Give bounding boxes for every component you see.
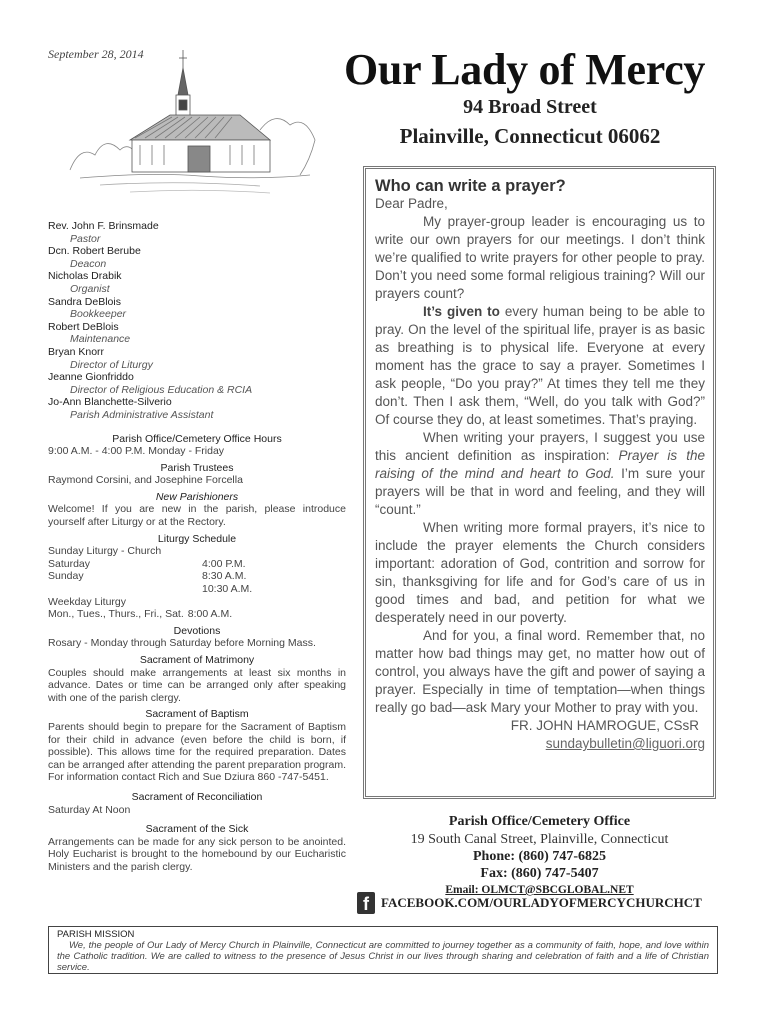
prayer-paragraph-text: I’m sure your prayers will be that in word and feeling, and they will “count.” — [375, 466, 705, 517]
prayer-bold-lead: It’s given to — [423, 304, 500, 319]
mission-text: We, the people of Our Lady of Mercy Church in Plainville, Connecticut are committed to journey together as a community of faith, hope, and love within the Catholic tradition. We are called to witness to the presence of Jesus Christ in our lives through sharing and celebration of faith and a life of Christian service. — [57, 940, 709, 973]
staff-role: Bookkeeper — [70, 308, 127, 321]
sunday-row-2 — [48, 583, 346, 596]
trustees-text: Raymond Corsini, and Josephine Forcella — [48, 474, 243, 487]
devotions-text: Rosary - Monday through Saturday before Morning Mass. — [48, 637, 316, 650]
weekday-time: 8:00 A.M. — [187, 608, 233, 621]
staff-name: Bryan Knorr — [48, 345, 105, 358]
trustees-heading: Parish Trustees — [160, 461, 234, 474]
office-hours-text: 9:00 A.M. - 4:00 P.M. Monday - Friday — [48, 445, 225, 458]
prayer-definition: Prayer is the raising of the mind and heart to God. — [375, 448, 705, 481]
parish-office-block — [363, 814, 716, 896]
mission-title: PARISH MISSION — [57, 929, 135, 940]
office-address: 19 South Canal Street, Plainville, Connecticut — [410, 832, 669, 847]
office-title: Parish Office/Cemetery Office — [448, 814, 631, 829]
prayer-paragraph: When writing more formal prayers, it’s nice to include the prayer elements the Church considers important: adoration of God, contrition and sorrow for sin, thanksgiving for life and for God’s care of us in good times and bad, and petition for what we desperately need in our poverty. — [375, 520, 705, 625]
staff-role: Director of Religious Education & RCIA — [70, 383, 253, 396]
staff-list — [48, 220, 346, 422]
facebook-link[interactable] — [357, 892, 722, 914]
parish-info-column — [48, 220, 346, 874]
prayer-paragraph-text: When writing your prayers, I suggest you use this ancient definition as inspiration: — [375, 430, 705, 463]
sick-heading: Sacrament of the Sick — [145, 823, 249, 836]
staff-name: Sandra DeBlois — [48, 295, 121, 308]
staff-role: Deacon — [70, 257, 107, 270]
parish-city: Plainville, Connecticut 06062 — [399, 124, 661, 148]
office-hours-heading: Parish Office/Cemetery Office Hours — [112, 432, 282, 445]
prayer-paragraph: My prayer-group leader is encouraging us to write our own prayers for our meetings. I don’t think we’re qualified to write prayers for other people to pray. Don’t you need some formal religious training? Will our prayers count? — [375, 214, 705, 301]
facebook-icon: f — [357, 892, 375, 914]
devotions-heading: Devotions — [173, 624, 221, 637]
prayer-email-link[interactable]: sundaybulletin@liguori.org — [545, 736, 705, 751]
sunday-liturgy-label: Sunday Liturgy - Church — [48, 545, 162, 558]
staff-name: Jo-Ann Blanchette-Silverio — [48, 396, 172, 409]
sunday-time-2: 10:30 A.M. — [202, 583, 253, 596]
weekday-row — [48, 608, 346, 621]
office-phone: Phone: (860) 747-6825 — [473, 849, 606, 864]
sick-text: Arrangements can be made for any sick person to be anointed. Holy Eucharist is brought to the homebound by our Eucharistic Ministers and the parish clergy. — [48, 835, 346, 873]
prayer-paragraph — [375, 429, 705, 519]
prayer-paragraph — [375, 303, 705, 429]
baptism-heading: Sacrament of Baptism — [145, 708, 249, 721]
parish-mission-box — [48, 926, 718, 974]
office-fax: Fax: (860) 747-5407 — [480, 866, 599, 881]
saturday-time: 4:00 P.M. — [202, 557, 246, 570]
staff-role: Organist — [70, 282, 110, 295]
staff-name: Nicholas Drabik — [48, 270, 122, 283]
facebook-url[interactable]: FACEBOOK.COM/OURLADYOFMERCYCHURCHCT — [381, 895, 702, 910]
staff-role: Parish Administrative Assistant — [70, 408, 214, 421]
prayer-signature: FR. JOHN HAMROGUE, CSsR — [510, 718, 699, 733]
reconciliation-text: Saturday At Noon — [48, 803, 131, 816]
office-email-link[interactable]: Email: OLMCT@SBCGLOBAL.NET — [445, 884, 634, 896]
parish-street: 94 Broad Street — [463, 96, 597, 118]
staff-name: Rev. John F. Brinsmade — [48, 220, 159, 232]
new-parishioners-text: Welcome! If you are new in the parish, please introduce yourself after Liturgy or at the Rectory. — [48, 503, 346, 529]
staff-role: Maintenance — [70, 333, 131, 346]
new-parishioners-heading: New Parishioners — [155, 490, 239, 503]
staff-role: Director of Liturgy — [70, 358, 153, 371]
bulletin-date: September 28, 2014 — [48, 47, 144, 61]
prayer-title: Who can write a prayer? — [375, 177, 566, 195]
matrimony-text: Couples should make arrangements at least six months in advance. Dates or time can be arranged only after speaking with one of the parish clergy. — [48, 666, 346, 704]
church-illustration — [60, 50, 320, 200]
prayer-column-box — [363, 166, 716, 799]
reconciliation-heading: Sacrament of Reconciliation — [131, 790, 263, 803]
staff-name: Jeanne Gionfriddo — [48, 371, 134, 384]
weekday-liturgy-label: Weekday Liturgy — [48, 595, 127, 608]
saturday-label: Saturday — [48, 557, 91, 570]
weekday-days: Mon., Tues., Thurs., Fri., Sat. — [48, 608, 184, 621]
sunday-time-1: 8:30 A.M. — [202, 570, 247, 583]
baptism-text: Parents should begin to prepare for the Sacrament of Baptism for their child in advance (even before the child is born, if possible). This allows time for the required preparation. Dates can be arranged after attending the parent preparation program. For information contact Rich and Sue Dziura 860 -747-5451. — [48, 720, 346, 784]
liturgy-heading: Liturgy Schedule — [157, 532, 237, 545]
saturday-row — [48, 558, 346, 571]
matrimony-heading: Sacrament of Matrimony — [139, 654, 255, 666]
prayer-paragraph-text: every human being to be able to pray. On the level of the spiritual life, prayer is as basic as breathing is to physical life. Everyone at every moment has the grace to say a prayer. Sometimes I ask people, “Do you pray?” At times they tell me they don’t. Then I ask them, “Well, do you talk with God?” Of course they do, at least sometimes. That’s praying. — [375, 304, 705, 427]
prayer-greeting: Dear Padre, — [375, 196, 448, 211]
sunday-row — [48, 570, 346, 583]
sunday-label: Sunday — [48, 570, 84, 583]
staff-role: Pastor — [70, 232, 101, 245]
parish-title: Our Lady of Mercy — [344, 45, 706, 94]
staff-name: Robert DeBlois — [48, 320, 119, 333]
prayer-paragraph: And for you, a final word. Remember that, no matter how bad things may get, no matter how out of control, you always have the gift and power of saying a prayer. Especially in time of temptation—when things really go bad—ask Mary your Mother to pray with you. — [375, 628, 705, 715]
staff-name: Dcn. Robert Berube — [48, 245, 141, 258]
